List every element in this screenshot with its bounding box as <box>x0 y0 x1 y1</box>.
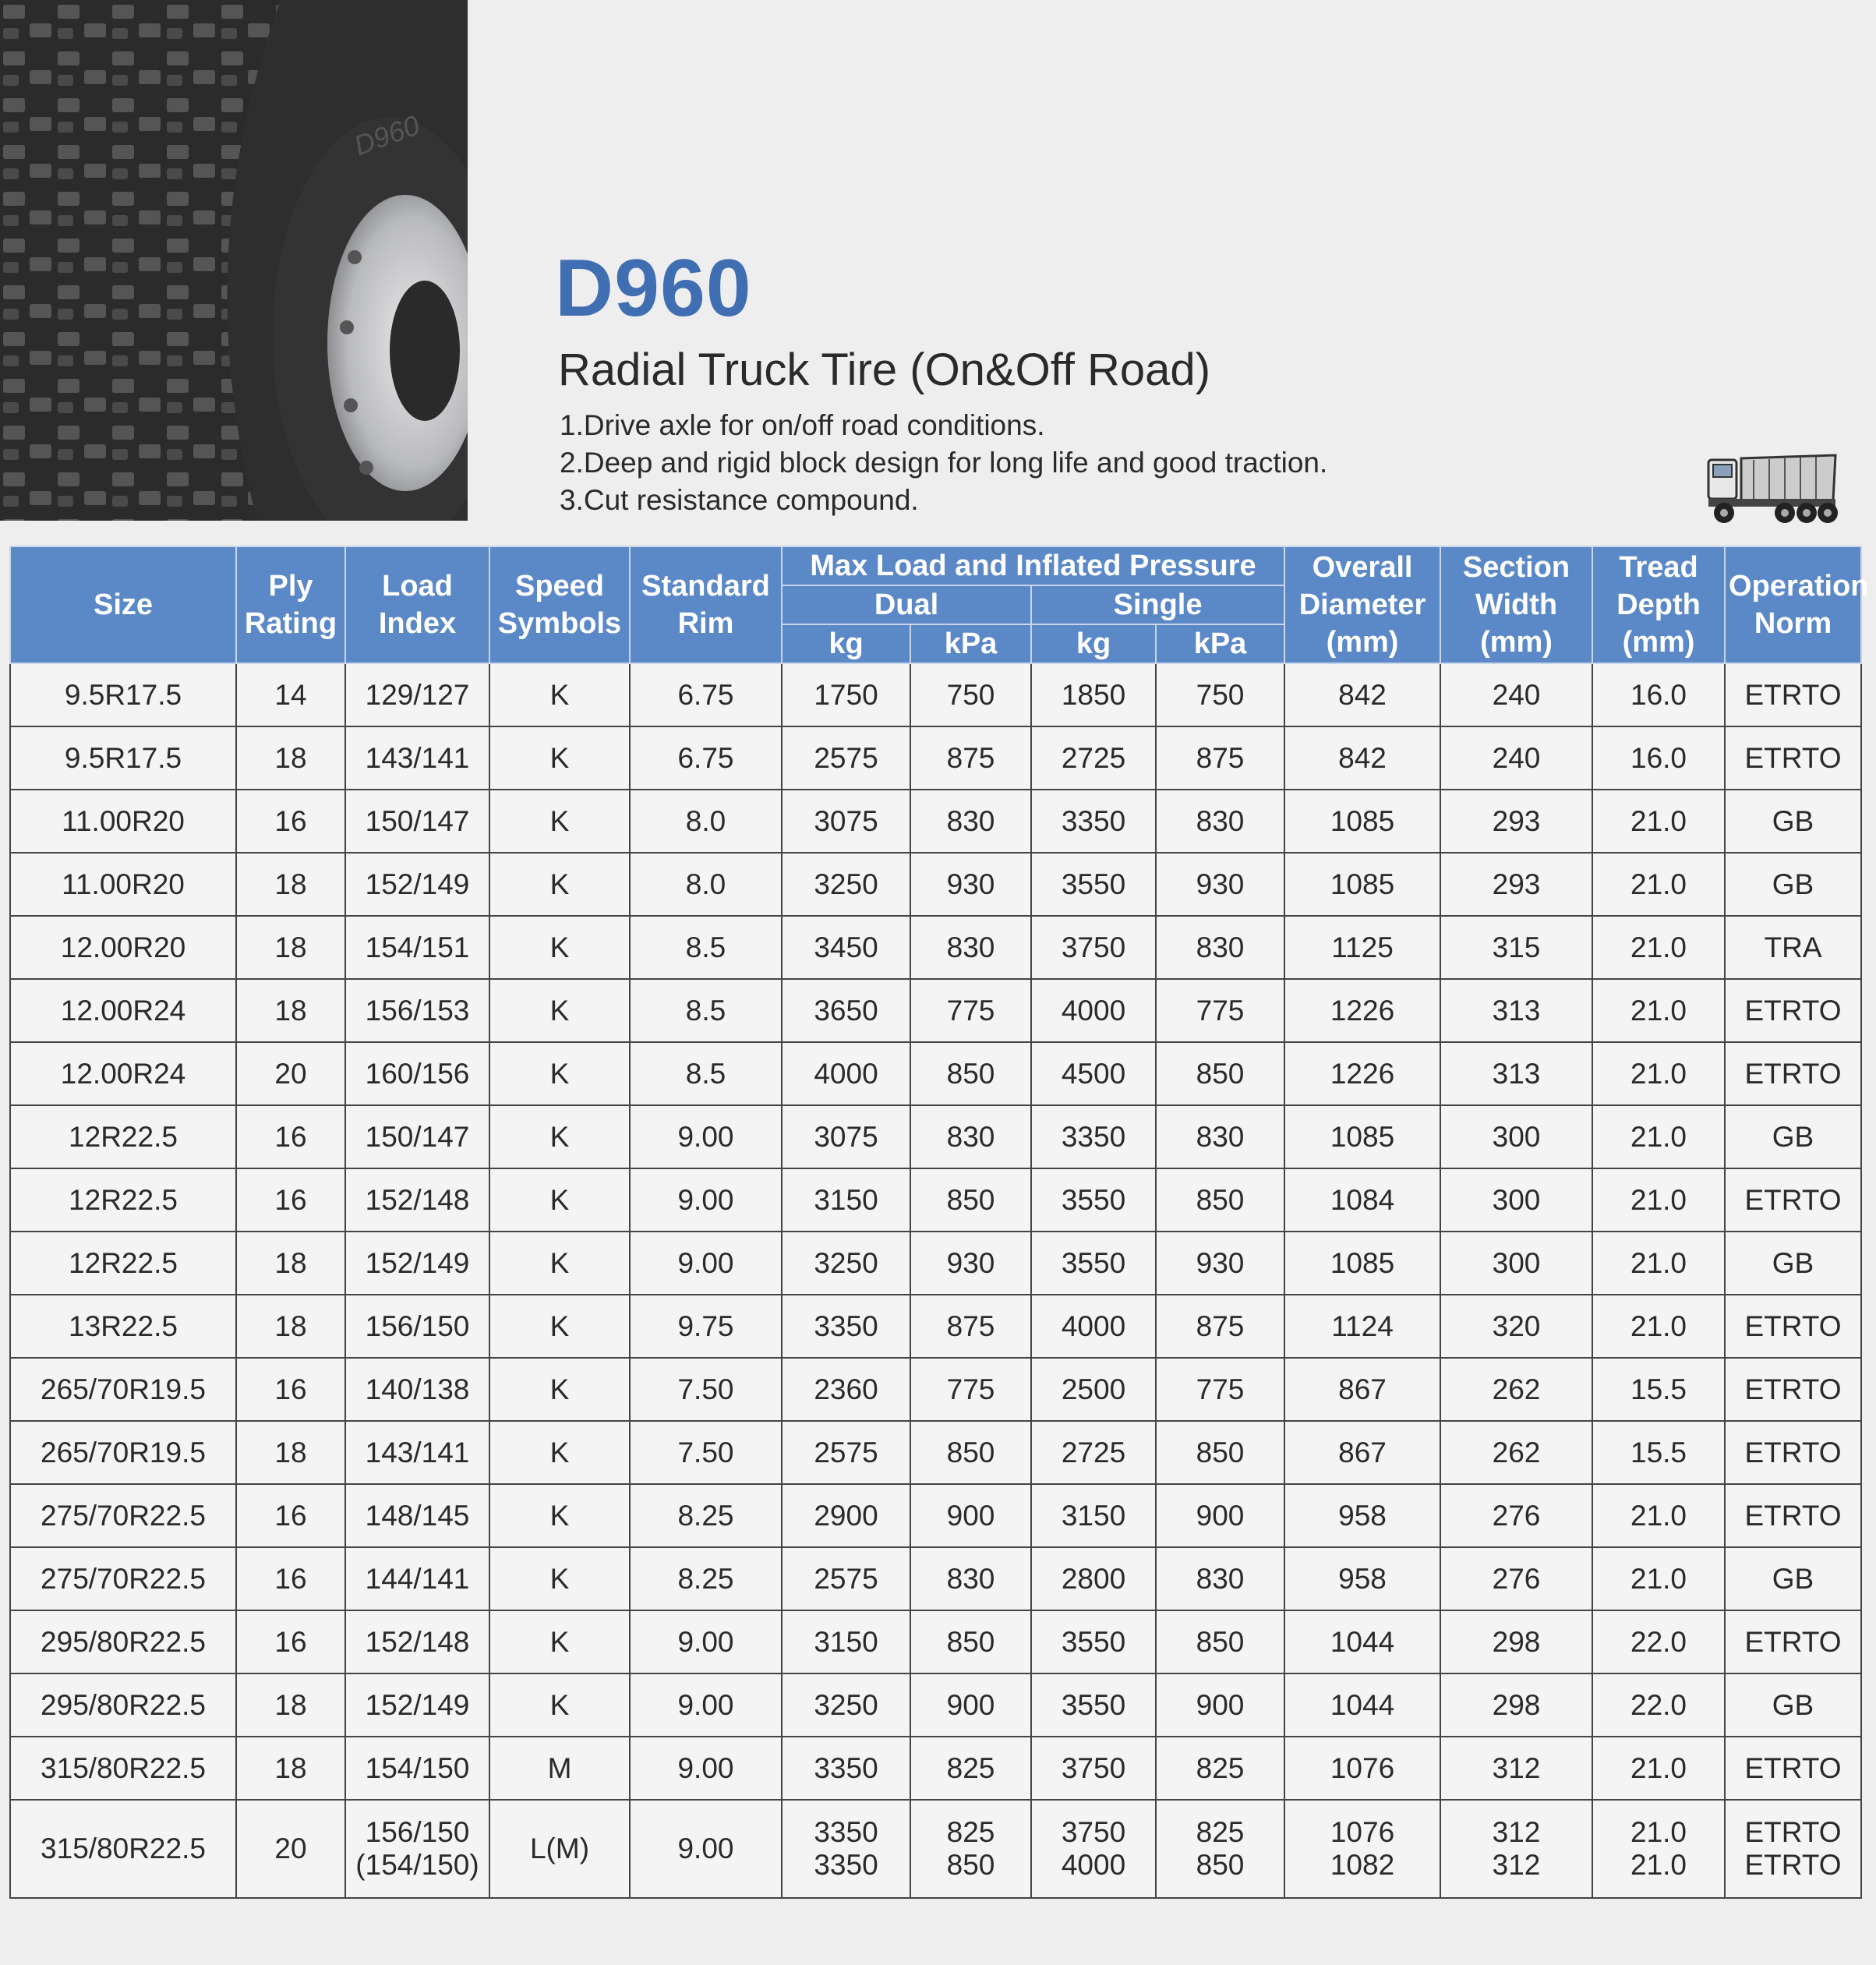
table-cell-width: 240 <box>1440 726 1592 790</box>
table-cell-dual-kpa: 900 <box>910 1484 1031 1547</box>
table-cell-ply: 14 <box>236 663 345 726</box>
table-cell-speed: K <box>489 1168 630 1232</box>
table-cell-tread: 21.0 21.0 <box>1592 1800 1725 1898</box>
table-cell-dual-kg: 3150 <box>782 1168 910 1232</box>
table-cell-single-kg: 3550 <box>1031 1232 1156 1295</box>
table-cell-size: 315/80R22.5 <box>10 1800 236 1898</box>
table-cell-single-kpa: 900 <box>1156 1484 1284 1547</box>
table-cell-load-index: 152/149 <box>345 1673 489 1737</box>
table-cell-diameter: 1226 <box>1284 979 1440 1042</box>
table-cell-ply: 18 <box>236 726 345 790</box>
table-cell-dual-kpa: 825 850 <box>910 1800 1031 1898</box>
table-cell-single-kpa: 775 <box>1156 979 1284 1042</box>
table-cell-single-kpa: 825 850 <box>1156 1800 1284 1898</box>
table-cell-load-index: 152/149 <box>345 1232 489 1295</box>
table-cell-single-kg: 3550 <box>1031 1610 1156 1673</box>
table-cell-diameter: 1044 <box>1284 1673 1440 1737</box>
spec-table <box>9 546 1869 1899</box>
table-cell-tread: 21.0 <box>1592 1232 1725 1295</box>
table-cell-size: 295/80R22.5 <box>10 1673 236 1737</box>
header-load-index: Load Index <box>345 546 489 663</box>
table-cell-ply: 18 <box>236 1737 345 1800</box>
table-cell-ply: 16 <box>236 1168 345 1232</box>
table-cell-tread: 21.0 <box>1592 1295 1725 1358</box>
table-cell-dual-kg: 3250 <box>782 853 910 916</box>
table-cell-width: 312 <box>1440 1737 1592 1800</box>
table-cell-tread: 15.5 <box>1592 1358 1725 1421</box>
table-cell-dual-kg: 3250 <box>782 1673 910 1737</box>
table-cell-load-index: 144/141 <box>345 1547 489 1610</box>
table-cell-single-kg: 2725 <box>1031 1421 1156 1484</box>
table-cell-diameter: 842 <box>1284 663 1440 726</box>
header-rim: Standard Rim <box>630 546 782 663</box>
table-cell-dual-kpa: 830 <box>910 1547 1031 1610</box>
table-cell-tread: 21.0 <box>1592 1484 1725 1547</box>
table-row <box>10 1673 1861 1737</box>
table-cell-tread: 21.0 <box>1592 1168 1725 1232</box>
table-cell-diameter: 867 <box>1284 1358 1440 1421</box>
table-cell-rim: 6.75 <box>630 726 782 790</box>
table-cell-ply: 18 <box>236 1421 345 1484</box>
table-cell-load-index: 160/156 <box>345 1042 489 1105</box>
table-cell-single-kg: 2725 <box>1031 726 1156 790</box>
table-row <box>10 979 1861 1042</box>
table-cell-single-kpa: 830 <box>1156 916 1284 979</box>
table-cell-size: 12R22.5 <box>10 1168 236 1232</box>
table-cell-single-kg: 3550 <box>1031 1673 1156 1737</box>
table-cell-width: 298 <box>1440 1673 1592 1737</box>
table-cell-rim: 9.00 <box>630 1800 782 1898</box>
table-cell-rim: 8.0 <box>630 790 782 853</box>
table-cell-dual-kpa: 830 <box>910 1105 1031 1168</box>
table-cell-ply: 18 <box>236 853 345 916</box>
table-cell-speed: K <box>489 979 630 1042</box>
table-cell-dual-kpa: 775 <box>910 1358 1031 1421</box>
table-cell-load-index: 148/145 <box>345 1484 489 1547</box>
table-row <box>10 1232 1861 1295</box>
table-cell-speed: L(M) <box>489 1800 630 1898</box>
table-cell-load-index: 156/150 (154/150) <box>345 1800 489 1898</box>
table-cell-ply: 16 <box>236 1358 345 1421</box>
table-cell-width: 262 <box>1440 1421 1592 1484</box>
table-cell-speed: K <box>489 726 630 790</box>
table-cell-ply: 20 <box>236 1042 345 1105</box>
table-cell-diameter: 958 <box>1284 1484 1440 1547</box>
table-cell-tread: 21.0 <box>1592 979 1725 1042</box>
table-cell-norm: ETRTO <box>1725 1484 1861 1547</box>
table-cell-speed: K <box>489 1042 630 1105</box>
table-cell-norm: ETRTO <box>1725 1421 1861 1484</box>
feature-item: 2.Deep and rigid block design for long life and good traction. <box>560 447 1328 479</box>
table-row <box>10 1484 1861 1547</box>
table-cell-load-index: 156/153 <box>345 979 489 1042</box>
table-cell-tread: 21.0 <box>1592 790 1725 853</box>
table-cell-dual-kg: 3250 <box>782 1232 910 1295</box>
table-row <box>10 726 1861 790</box>
header-ply: Ply Rating <box>236 546 345 663</box>
table-cell-size: 11.00R20 <box>10 790 236 853</box>
table-row <box>10 1421 1861 1484</box>
table-cell-dual-kg: 3350 <box>782 1295 910 1358</box>
table-row-last <box>10 1800 1861 1898</box>
table-cell-single-kpa: 875 <box>1156 726 1284 790</box>
table-cell-tread: 16.0 <box>1592 726 1725 790</box>
table-row <box>10 1042 1861 1105</box>
table-cell-ply: 20 <box>236 1800 345 1898</box>
table-row <box>10 1105 1861 1168</box>
table-cell-norm: GB <box>1725 1105 1861 1168</box>
table-cell-dual-kg: 3450 <box>782 916 910 979</box>
spec-table-body <box>10 663 1861 1898</box>
table-cell-width: 320 <box>1440 1295 1592 1358</box>
table-cell-single-kpa: 830 <box>1156 1547 1284 1610</box>
table-cell-size: 265/70R19.5 <box>10 1421 236 1484</box>
table-cell-norm: ETRTO <box>1725 663 1861 726</box>
table-cell-norm: ETRTO <box>1725 1168 1861 1232</box>
table-cell-tread: 21.0 <box>1592 916 1725 979</box>
header-max-load: Max Load and Inflated Pressure <box>782 546 1284 585</box>
table-cell-ply: 16 <box>236 1610 345 1673</box>
table-cell-dual-kpa: 875 <box>910 726 1031 790</box>
table-cell-ply: 18 <box>236 1295 345 1358</box>
table-cell-norm: ETRTO <box>1725 1295 1861 1358</box>
table-cell-dual-kg: 4000 <box>782 1042 910 1105</box>
table-cell-load-index: 143/141 <box>345 1421 489 1484</box>
table-cell-size: 12R22.5 <box>10 1232 236 1295</box>
header-dual-kpa: kPa <box>910 624 1031 663</box>
table-cell-single-kg: 4500 <box>1031 1042 1156 1105</box>
table-cell-diameter: 1085 <box>1284 1232 1440 1295</box>
table-cell-dual-kpa: 830 <box>910 790 1031 853</box>
table-cell-width: 293 <box>1440 853 1592 916</box>
header-width: Section Width (mm) <box>1440 546 1592 663</box>
table-cell-dual-kpa: 775 <box>910 979 1031 1042</box>
table-cell-speed: K <box>489 1358 630 1421</box>
table-cell-norm: ETRTO <box>1725 726 1861 790</box>
table-cell-single-kg: 3750 <box>1031 916 1156 979</box>
table-cell-diameter: 1085 <box>1284 790 1440 853</box>
table-cell-load-index: 140/138 <box>345 1358 489 1421</box>
table-cell-single-kpa: 930 <box>1156 853 1284 916</box>
feature-list <box>560 407 1327 519</box>
table-cell-tread: 15.5 <box>1592 1421 1725 1484</box>
table-cell-rim: 9.00 <box>630 1232 782 1295</box>
table-cell-dual-kpa: 875 <box>910 1295 1031 1358</box>
table-cell-dual-kg: 3150 <box>782 1610 910 1673</box>
table-cell-tread: 21.0 <box>1592 1547 1725 1610</box>
table-cell-width: 300 <box>1440 1168 1592 1232</box>
table-cell-load-index: 150/147 <box>345 790 489 853</box>
table-cell-single-kpa: 830 <box>1156 1105 1284 1168</box>
table-cell-diameter: 1084 <box>1284 1168 1440 1232</box>
table-cell-load-index: 150/147 <box>345 1105 489 1168</box>
table-cell-ply: 16 <box>236 1105 345 1168</box>
table-cell-diameter: 1226 <box>1284 1042 1440 1105</box>
table-cell-dual-kpa: 850 <box>910 1042 1031 1105</box>
table-cell-dual-kpa: 850 <box>910 1168 1031 1232</box>
table-cell-diameter: 1085 <box>1284 1105 1440 1168</box>
header-dual-kg: kg <box>782 624 910 663</box>
table-cell-norm: ETRTO <box>1725 1610 1861 1673</box>
table-cell-rim: 8.5 <box>630 916 782 979</box>
table-cell-tread: 16.0 <box>1592 663 1725 726</box>
table-cell-ply: 18 <box>236 1232 345 1295</box>
table-cell-rim: 7.50 <box>630 1421 782 1484</box>
table-cell-single-kpa: 850 <box>1156 1421 1284 1484</box>
table-cell-load-index: 152/148 <box>345 1168 489 1232</box>
table-cell-width: 298 <box>1440 1610 1592 1673</box>
table-cell-dual-kpa: 825 <box>910 1737 1031 1800</box>
table-cell-dual-kg: 2575 <box>782 1421 910 1484</box>
table-cell-diameter: 867 <box>1284 1421 1440 1484</box>
table-cell-ply: 18 <box>236 1673 345 1737</box>
product-title: D960 <box>555 243 752 334</box>
table-cell-single-kpa: 900 <box>1156 1673 1284 1737</box>
table-cell-speed: K <box>489 1673 630 1737</box>
table-cell-width: 300 <box>1440 1232 1592 1295</box>
header-size: Size <box>10 546 236 663</box>
table-cell-size: 12.00R20 <box>10 916 236 979</box>
table-cell-tread: 21.0 <box>1592 853 1725 916</box>
header-single-kpa: kPa <box>1156 624 1284 663</box>
feature-item: 1.Drive axle for on/off road conditions. <box>560 409 1045 441</box>
table-cell-speed: K <box>489 1421 630 1484</box>
header-dual: Dual <box>782 585 1031 624</box>
product-subtitle: Radial Truck Tire (On&Off Road) <box>558 345 1211 395</box>
table-cell-tread: 21.0 <box>1592 1042 1725 1105</box>
header-diameter: Overall Diameter (mm) <box>1284 546 1440 663</box>
table-cell-width: 313 <box>1440 1042 1592 1105</box>
table-row <box>10 790 1861 853</box>
table-cell-load-index: 154/150 <box>345 1737 489 1800</box>
table-cell-diameter: 1085 <box>1284 853 1440 916</box>
table-cell-single-kpa: 830 <box>1156 790 1284 853</box>
table-cell-speed: K <box>489 853 630 916</box>
table-cell-norm: ETRTO ETRTO <box>1725 1800 1861 1898</box>
table-cell-speed: K <box>489 790 630 853</box>
table-cell-size: 275/70R22.5 <box>10 1547 236 1610</box>
table-cell-single-kg: 2800 <box>1031 1547 1156 1610</box>
table-cell-ply: 16 <box>236 1484 345 1547</box>
table-cell-size: 12.00R24 <box>10 979 236 1042</box>
table-row <box>10 1737 1861 1800</box>
table-cell-dual-kpa: 850 <box>910 1610 1031 1673</box>
table-cell-dual-kpa: 930 <box>910 853 1031 916</box>
table-cell-ply: 16 <box>236 1547 345 1610</box>
table-cell-norm: GB <box>1725 853 1861 916</box>
table-row <box>10 1610 1861 1673</box>
table-cell-width: 262 <box>1440 1358 1592 1421</box>
table-cell-single-kpa: 775 <box>1156 1358 1284 1421</box>
table-cell-norm: GB <box>1725 1232 1861 1295</box>
table-cell-norm: ETRTO <box>1725 1042 1861 1105</box>
table-cell-tread: 21.0 <box>1592 1737 1725 1800</box>
table-cell-load-index: 156/150 <box>345 1295 489 1358</box>
table-row <box>10 916 1861 979</box>
table-cell-rim: 9.00 <box>630 1168 782 1232</box>
table-cell-single-kg: 4000 <box>1031 979 1156 1042</box>
table-cell-single-kpa: 930 <box>1156 1232 1284 1295</box>
table-row <box>10 1358 1861 1421</box>
svg-text:D960: D960 <box>349 108 424 162</box>
table-cell-rim: 9.00 <box>630 1673 782 1737</box>
table-cell-rim: 8.5 <box>630 979 782 1042</box>
table-row <box>10 1168 1861 1232</box>
table-cell-speed: K <box>489 916 630 979</box>
table-cell-norm: TRA <box>1725 916 1861 979</box>
table-cell-dual-kg: 1750 <box>782 663 910 726</box>
table-cell-rim: 9.00 <box>630 1610 782 1673</box>
table-cell-dual-kg: 3350 <box>782 1737 910 1800</box>
table-cell-rim: 8.25 <box>630 1484 782 1547</box>
table-cell-single-kpa: 850 <box>1156 1042 1284 1105</box>
table-row <box>10 663 1861 726</box>
table-cell-tread: 22.0 <box>1592 1610 1725 1673</box>
table-row <box>10 853 1861 916</box>
table-cell-ply: 18 <box>236 916 345 979</box>
table-cell-single-kg: 4000 <box>1031 1295 1156 1358</box>
table-cell-ply: 16 <box>236 790 345 853</box>
tire-image <box>0 0 468 521</box>
table-cell-single-kg: 3150 <box>1031 1484 1156 1547</box>
table-cell-size: 13R22.5 <box>10 1295 236 1358</box>
table-cell-norm: ETRTO <box>1725 1358 1861 1421</box>
table-cell-size: 12R22.5 <box>10 1105 236 1168</box>
table-cell-single-kg: 3350 <box>1031 1105 1156 1168</box>
header-single: Single <box>1031 585 1284 624</box>
table-cell-size: 12.00R24 <box>10 1042 236 1105</box>
table-cell-width: 240 <box>1440 663 1592 726</box>
table-cell-rim: 8.5 <box>630 1042 782 1105</box>
table-cell-diameter: 1124 <box>1284 1295 1440 1358</box>
table-cell-rim: 8.0 <box>630 853 782 916</box>
table-cell-load-index: 129/127 <box>345 663 489 726</box>
table-cell-diameter: 1044 <box>1284 1610 1440 1673</box>
table-cell-speed: K <box>489 1484 630 1547</box>
table-cell-dual-kg: 2360 <box>782 1358 910 1421</box>
header-speed: Speed Symbols <box>489 546 630 663</box>
table-cell-dual-kpa: 830 <box>910 916 1031 979</box>
header-norm: Operation Norm <box>1725 546 1861 663</box>
table-cell-diameter: 958 <box>1284 1547 1440 1610</box>
table-cell-size: 9.5R17.5 <box>10 663 236 726</box>
table-cell-single-kg: 2500 <box>1031 1358 1156 1421</box>
table-cell-size: 295/80R22.5 <box>10 1610 236 1673</box>
table-cell-single-kg: 3750 4000 <box>1031 1800 1156 1898</box>
table-cell-width: 276 <box>1440 1484 1592 1547</box>
table-cell-rim: 9.00 <box>630 1105 782 1168</box>
table-cell-diameter: 1076 1082 <box>1284 1800 1440 1898</box>
table-cell-single-kg: 3550 <box>1031 853 1156 916</box>
header-tread: Tread Depth (mm) <box>1592 546 1725 663</box>
table-cell-single-kpa: 825 <box>1156 1737 1284 1800</box>
table-cell-load-index: 143/141 <box>345 726 489 790</box>
table-cell-width: 300 <box>1440 1105 1592 1168</box>
table-cell-diameter: 1076 <box>1284 1737 1440 1800</box>
table-cell-dual-kpa: 930 <box>910 1232 1031 1295</box>
table-cell-width: 315 <box>1440 916 1592 979</box>
table-cell-load-index: 154/151 <box>345 916 489 979</box>
table-row <box>10 1295 1861 1358</box>
table-cell-dual-kpa: 900 <box>910 1673 1031 1737</box>
table-cell-norm: GB <box>1725 790 1861 853</box>
table-cell-single-kg: 3550 <box>1031 1168 1156 1232</box>
table-cell-speed: K <box>489 1105 630 1168</box>
table-cell-norm: ETRTO <box>1725 1737 1861 1800</box>
table-cell-rim: 7.50 <box>630 1358 782 1421</box>
table-cell-speed: M <box>489 1737 630 1800</box>
dump-truck-icon <box>1707 452 1839 527</box>
table-cell-speed: K <box>489 663 630 726</box>
table-cell-size: 265/70R19.5 <box>10 1358 236 1421</box>
table-cell-speed: K <box>489 1232 630 1295</box>
table-cell-load-index: 152/148 <box>345 1610 489 1673</box>
table-cell-norm: GB <box>1725 1547 1861 1610</box>
table-cell-single-kg: 3750 <box>1031 1737 1156 1800</box>
table-cell-single-kpa: 850 <box>1156 1610 1284 1673</box>
table-cell-speed: K <box>489 1610 630 1673</box>
table-cell-size: 9.5R17.5 <box>10 726 236 790</box>
table-cell-dual-kg: 2575 <box>782 726 910 790</box>
table-cell-load-index: 152/149 <box>345 853 489 916</box>
table-cell-dual-kpa: 850 <box>910 1421 1031 1484</box>
table-cell-speed: K <box>489 1547 630 1610</box>
table-cell-dual-kpa: 750 <box>910 663 1031 726</box>
table-cell-single-kpa: 750 <box>1156 663 1284 726</box>
table-cell-dual-kg: 3650 <box>782 979 910 1042</box>
table-cell-dual-kg: 2575 <box>782 1547 910 1610</box>
header-single-kg: kg <box>1031 624 1156 663</box>
table-cell-single-kg: 1850 <box>1031 663 1156 726</box>
table-cell-rim: 6.75 <box>630 663 782 726</box>
table-cell-rim: 8.25 <box>630 1547 782 1610</box>
table-cell-rim: 9.00 <box>630 1737 782 1800</box>
table-cell-speed: K <box>489 1295 630 1358</box>
table-cell-norm: GB <box>1725 1673 1861 1737</box>
table-cell-norm: ETRTO <box>1725 979 1861 1042</box>
table-cell-diameter: 842 <box>1284 726 1440 790</box>
table-cell-size: 315/80R22.5 <box>10 1737 236 1800</box>
table-cell-dual-kg: 3075 <box>782 790 910 853</box>
table-cell-rim: 9.75 <box>630 1295 782 1358</box>
table-cell-single-kg: 3350 <box>1031 790 1156 853</box>
table-cell-width: 276 <box>1440 1547 1592 1610</box>
table-row <box>10 1547 1861 1610</box>
table-cell-size: 11.00R20 <box>10 853 236 916</box>
table-cell-single-kpa: 850 <box>1156 1168 1284 1232</box>
table-cell-width: 313 <box>1440 979 1592 1042</box>
table-cell-single-kpa: 875 <box>1156 1295 1284 1358</box>
table-cell-dual-kg: 3075 <box>782 1105 910 1168</box>
table-cell-width: 293 <box>1440 790 1592 853</box>
table-cell-size: 275/70R22.5 <box>10 1484 236 1547</box>
table-cell-dual-kg: 3350 3350 <box>782 1800 910 1898</box>
feature-item: 3.Cut resistance compound. <box>560 484 919 516</box>
table-cell-width: 312 312 <box>1440 1800 1592 1898</box>
table-cell-dual-kg: 2900 <box>782 1484 910 1547</box>
table-cell-diameter: 1125 <box>1284 916 1440 979</box>
table-cell-tread: 22.0 <box>1592 1673 1725 1737</box>
table-cell-tread: 21.0 <box>1592 1105 1725 1168</box>
table-cell-ply: 18 <box>236 979 345 1042</box>
